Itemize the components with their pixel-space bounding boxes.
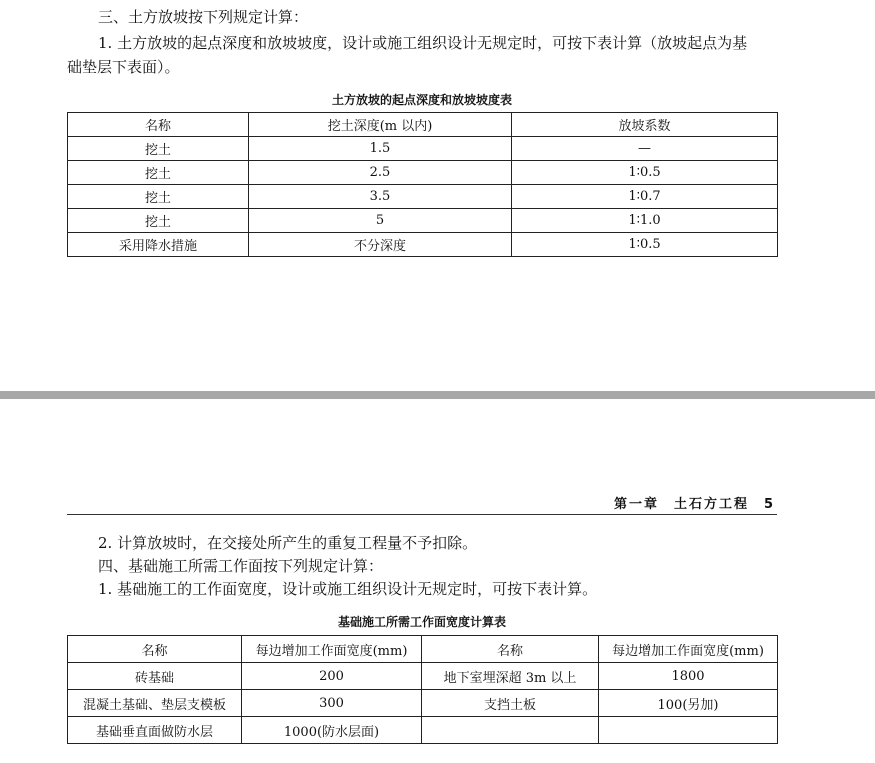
- table-row: [68, 663, 778, 690]
- table-cell: 采用降水措施: [68, 233, 249, 257]
- table-row: [68, 137, 778, 161]
- header-cell: 名称: [422, 636, 599, 663]
- table-cell: 1000(防水层面): [242, 717, 422, 744]
- paragraph-2: 2. 计算放坡时，在交接处所产生的重复工程量不予扣除。: [98, 534, 478, 552]
- table-cell: 1.5: [249, 137, 512, 161]
- table-row: [68, 185, 778, 209]
- table-1-caption: 土方放坡的起点深度和放坡坡度表: [331, 93, 512, 107]
- section-heading-4: 四、基础施工所需工作面按下列规定计算：: [98, 557, 384, 575]
- table-cell: 5: [249, 209, 512, 233]
- table-cell: 2.5: [249, 161, 512, 185]
- table-cell: 挖土: [68, 161, 249, 185]
- table-cell: 混凝土基础、垫层支模板: [68, 690, 242, 717]
- workspace-table: [67, 635, 778, 744]
- table-row: [68, 233, 778, 257]
- table-cell: 挖土: [68, 209, 249, 233]
- table-2-caption: 基础施工所需工作面宽度计算表: [337, 615, 506, 629]
- table-cell: [422, 717, 599, 744]
- table-cell: 基础垂直面做防水层: [68, 717, 242, 744]
- table-cell: 挖土: [68, 185, 249, 209]
- table-cell: 挖土: [68, 137, 249, 161]
- header-cell: 挖土深度(m 以内): [249, 113, 512, 137]
- table-cell: —: [512, 137, 778, 161]
- table-row: [68, 161, 778, 185]
- table-cell: 地下室埋深超 3m 以上: [422, 663, 599, 690]
- table-cell: 支挡土板: [422, 690, 599, 717]
- paragraph-1-line-1: 1. 土方放坡的起点深度和放坡坡度，设计或施工组织设计无规定时，可按下表计算（放坡起点为基: [98, 34, 748, 52]
- header-cell: 每边增加工作面宽度(mm): [242, 636, 422, 663]
- header-rule: [67, 514, 777, 515]
- slope-table: [67, 112, 778, 257]
- table-cell: 1∶0.7: [512, 185, 778, 209]
- table-header-row: [68, 113, 778, 137]
- running-header: 第一章 土石方工程 5: [613, 497, 775, 512]
- table-cell: 300: [242, 690, 422, 717]
- table-cell: 100(另加): [599, 690, 778, 717]
- table-row: [68, 209, 778, 233]
- page-divider: [0, 391, 875, 399]
- table-cell: 3.5: [249, 185, 512, 209]
- table-cell: 砖基础: [68, 663, 242, 690]
- table-cell: 200: [242, 663, 422, 690]
- header-cell: 名称: [68, 113, 249, 137]
- table-cell: [599, 717, 778, 744]
- header-cell: 放坡系数: [512, 113, 778, 137]
- header-cell: 每边增加工作面宽度(mm): [599, 636, 778, 663]
- paragraph-1-line-2: 础垫层下表面）。: [67, 58, 180, 76]
- table-cell: 不分深度: [249, 233, 512, 257]
- table-cell: 1∶0.5: [512, 161, 778, 185]
- section-heading-3: 三、土方放坡按下列规定计算：: [98, 8, 309, 26]
- table-row: [68, 717, 778, 744]
- table-cell: 1∶0.5: [512, 233, 778, 257]
- table-cell: 1800: [599, 663, 778, 690]
- header-cell: 名称: [68, 636, 242, 663]
- table-row: [68, 690, 778, 717]
- table-header-row: [68, 636, 778, 663]
- paragraph-3: 1. 基础施工的工作面宽度，设计或施工组织设计无规定时，可按下表计算。: [98, 580, 598, 598]
- table-cell: 1∶1.0: [512, 209, 778, 233]
